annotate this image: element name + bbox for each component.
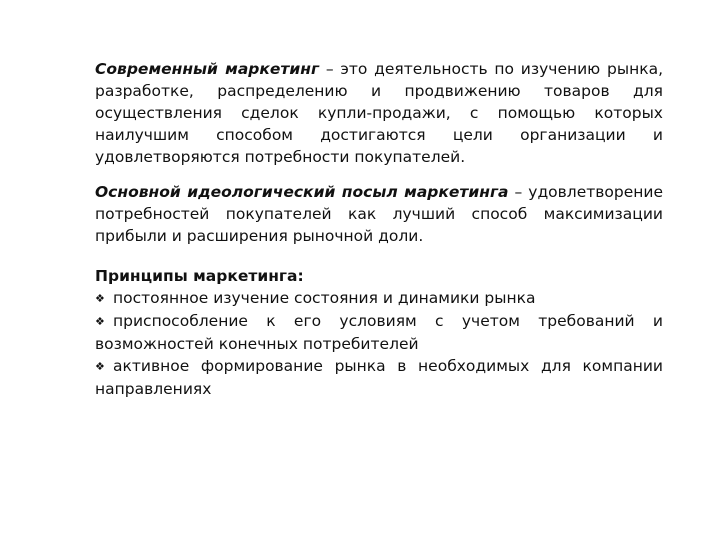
list-item-text: активное формирование рынка в необходимых для компании направлениях bbox=[95, 357, 663, 398]
principles-list bbox=[95, 287, 663, 400]
principles-heading: Принципы маркетинга: bbox=[95, 267, 304, 285]
definition-term: Современный маркетинг bbox=[95, 60, 320, 78]
message-term: Основной идеологический посыл маркетинга bbox=[95, 183, 509, 201]
list-item-text: постоянное изучение состояния и динамики рынка bbox=[113, 289, 536, 307]
list-item bbox=[95, 355, 663, 400]
list-item bbox=[95, 310, 663, 355]
list-item bbox=[95, 287, 663, 310]
bullet-icon: ❖ bbox=[95, 360, 105, 373]
message-text: – удовлетворение потребностей покупателей как лучший способ максимизации прибыли и расширения рыночной доли. bbox=[95, 183, 663, 245]
bullet-icon: ❖ bbox=[95, 315, 105, 328]
bullet-icon: ❖ bbox=[95, 292, 105, 305]
slide-content bbox=[95, 58, 663, 400]
message-paragraph bbox=[95, 181, 663, 247]
list-item-text: приспособление к его условиям с учетом требований и возможностей конечных потребителей bbox=[95, 312, 663, 353]
definition-paragraph bbox=[95, 58, 663, 168]
definition-text: – это деятельность по изучению рынка, разработке, распределению и продвижению товаров для осуществления сделок купли-продажи, с помощью которых наилучшим способом достигаются цели организации и удовлетворяются потребности покупателей. bbox=[95, 60, 663, 166]
